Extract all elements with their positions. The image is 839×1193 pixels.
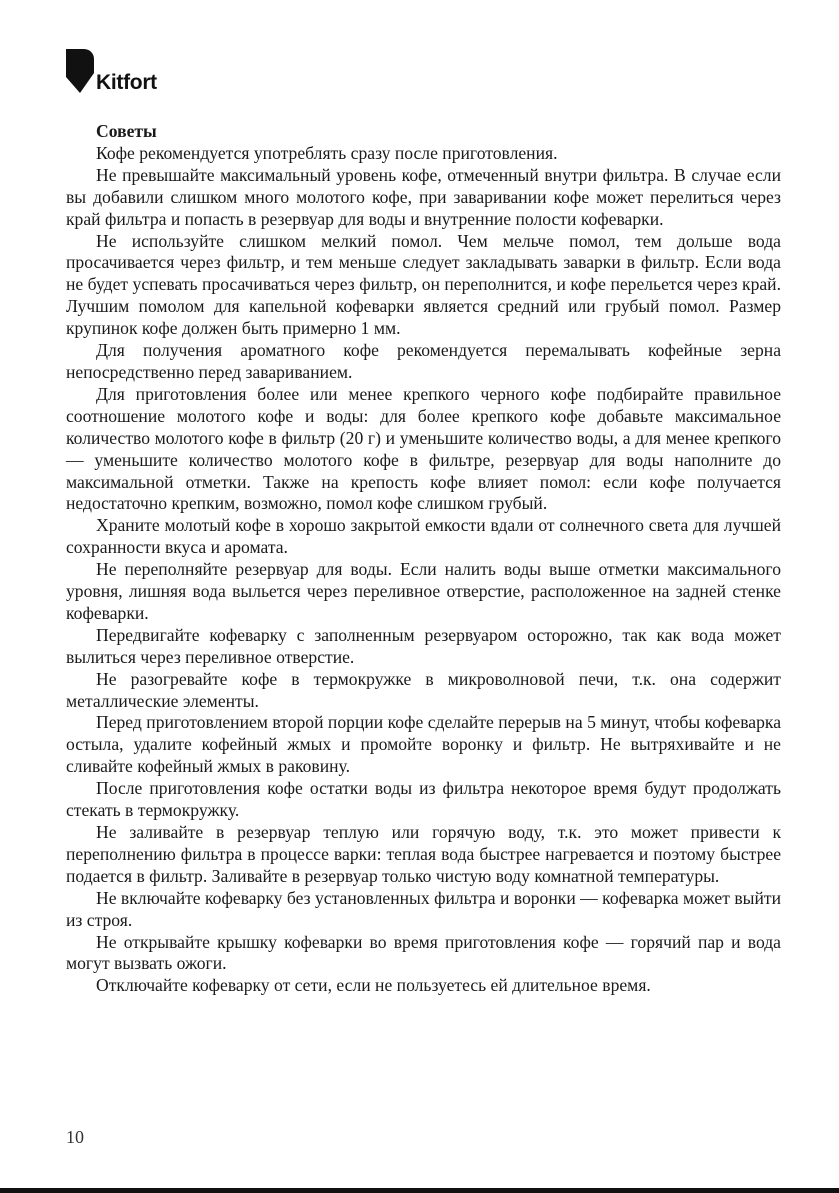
page-number: 10 <box>66 1127 84 1147</box>
paragraph: Не разогревайте кофе в термокружке в микроволновой печи, т.к. она содержит металлические элементы. <box>66 668 781 711</box>
paragraph: Не открывайте крышку кофеварки во время приготовления кофе — горячий пар и вода могут вызвать ожоги. <box>66 931 781 974</box>
section-title: Советы <box>96 121 157 141</box>
paragraph: Не заливайте в резервуар теплую или горячую воду, т.к. это может привести к переполнению фильтра в процессе варки: теплая вода быстрее нагревается и поэтому быстрее подается в фильтр. Заливайте в резервуар только чистую воду комнатной температуры. <box>66 822 781 886</box>
paragraph: Перед приготовлением второй порции кофе сделайте перерыв на 5 минут, чтобы кофеварка остыла, удалите кофейный жмых и промойте воронку и фильтр. Не вытряхивайте и не сливайте кофейный жмых в раковину. <box>66 712 781 777</box>
bottom-rule <box>0 1188 839 1193</box>
paragraph: Не используйте слишком мелкий помол. Чем мельче помол, тем дольше вода просачивается через фильтр, и тем меньше следует закладывать заварки в фильтр. Если вода не будет успевать просачиваться через фильтр, он переполнится, и кофе перельется через край. Лучшим помолом для капельной кофеварки является средний или грубый помол. Размер крупинок кофе должен быть примерно 1 мм. <box>66 230 781 339</box>
brand-logo <box>66 49 157 93</box>
paragraph: Отключайте кофеварку от сети, если не пользуетесь ей длительное время. <box>96 975 651 996</box>
paragraph: После приготовления кофе остатки воды из фильтра некоторое время будут продолжать стекать в термокружку. <box>66 778 781 821</box>
paragraph: Для получения ароматного кофе рекомендуется перемалывать кофейные зерна непосредственно перед завариванием. <box>66 340 781 382</box>
kitfort-logo-icon <box>66 49 94 93</box>
paragraph: Храните молотый кофе в хорошо закрытой емкости вдали от солнечного света для лучшей сохранности вкуса и аромата. <box>66 515 781 558</box>
paragraph: Для приготовления более или менее крепкого черного кофе подбирайте правильное соотношение молотого кофе и воды: для более крепкого кофе добавьте максимальное количество молотого кофе в фильтр (20 г) и уменьшите количество воды, а для менее крепкого — уменьшите количество молотого кофе в фильтре, резервуар для воды наполните до максимальной отметки. Также на крепость кофе влияет помол: если кофе получается недостаточно крепким, возможно, помол кофе слишком грубый. <box>66 383 781 514</box>
tips-section <box>66 121 781 997</box>
paragraph: Передвигайте кофеварку с заполненным резервуаром осторожно, так как вода может вылиться через переливное отверстие. <box>66 624 781 667</box>
paragraph: Не переполняйте резервуар для воды. Если налить воды выше отметки максимального уровня, лишняя вода выльется через переливное отверстие, расположенное на задней стенке кофеварки. <box>66 559 781 623</box>
paragraph: Кофе рекомендуется употреблять сразу после приготовления. <box>96 142 558 163</box>
paragraph: Не включайте кофеварку без установленных фильтра и воронки — кофеварка может выйти из строя. <box>66 887 781 930</box>
paragraph: Не превышайте максимальный уровень кофе, отмеченный внутри фильтра. В случае если вы добавили слишком много молотого кофе, при заваривании кофе может перелиться через край фильтра и попасть в резервуар для воды и внутренние полости кофеварки. <box>66 164 781 229</box>
brand-name: Kitfort <box>96 71 157 94</box>
